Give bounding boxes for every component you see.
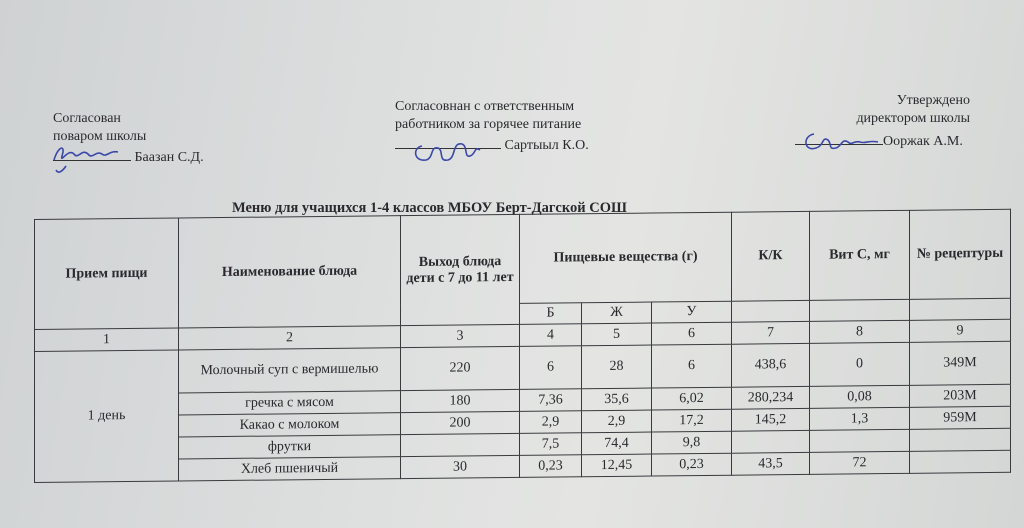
vitc-value: 0 [810,342,910,386]
empty-cell [910,298,1011,320]
protein-value: 7,5 [520,433,582,456]
col-number: 7 [732,321,810,344]
carb-value: 6,02 [652,387,732,410]
signature-cook-icon [48,138,128,178]
dish-name: фрутки [179,435,401,459]
menu-table [34,209,1011,483]
col-header-vitc: Вит С, мг [810,210,910,300]
cook-name: Баазан С.Д. [134,150,204,165]
day-label: 1 день [35,350,179,483]
recipe-value: 203М [910,384,1011,407]
vitc-value [810,429,910,452]
menu-title: Меню для учащихся 1-4 классов МБОУ Берт-Дагской СОШ [232,200,627,216]
col-number: 3 [401,324,520,347]
fat-value: 12,45 [582,454,652,477]
vitc-value: 0,08 [810,385,910,408]
director-name: Ооржак А.М. [883,134,963,149]
kcal-value [732,430,810,453]
approval-staff-line2: работником за горячее питание [395,117,582,132]
subheader-b: Б [520,303,582,325]
empty-cell [732,300,810,322]
dish-yield: 220 [401,346,520,390]
fat-value: 28 [582,345,652,389]
dish-name: Какао с молоком [179,413,401,437]
carb-value: 17,2 [652,409,732,432]
recipe-value: 349М [910,341,1011,385]
signature-staff-icon [408,128,488,168]
carb-value: 6 [652,344,732,388]
kcal-value: 280,234 [732,386,810,409]
dish-name: Молочный суп с вермишелью [179,348,401,393]
carb-value: 0,23 [652,453,732,476]
carb-value: 9,8 [652,431,732,454]
col-number: 5 [582,323,652,346]
col-header-nutrients: Пищевые вещества (г) [520,212,732,303]
dish-name: гречка с мясом [179,391,401,415]
kcal-value: 43,5 [732,452,810,475]
col-number: 8 [810,320,910,343]
dish-yield: 30 [401,455,520,478]
vitc-value: 72 [810,451,910,474]
recipe-value: 959М [910,406,1011,429]
subheader-u: У [652,301,732,323]
col-number: 6 [652,322,732,345]
protein-value: 7,36 [520,389,582,412]
table-header-row [35,209,1011,308]
dish-yield: 200 [401,411,520,434]
dish-yield: 180 [401,389,520,412]
approval-staff-line1: Согласовнан с ответственным [395,99,575,114]
fat-value: 74,4 [582,432,652,455]
approval-director-line1: Утверждено [896,93,970,108]
approval-director-block [840,92,970,128]
col-header-recipe: № рецептуры [910,209,1011,299]
subheader-zh: Ж [582,302,652,324]
col-header-meal: Прием пищи [35,218,179,330]
protein-value: 0,23 [520,455,582,478]
col-header-dish: Наименование блюда [179,216,401,328]
protein-value: 2,9 [520,411,582,434]
fat-value: 2,9 [582,410,652,433]
vitc-value: 1,3 [810,407,910,430]
col-header-kcal: К/К [732,211,810,301]
signature-director-icon [798,124,888,158]
fat-value: 35,6 [582,388,652,411]
dish-name: Хлеб пшеничый [179,457,401,481]
approval-director-line2: директором школы [856,111,970,126]
empty-cell [810,299,910,321]
protein-value: 6 [520,346,582,390]
col-number: 4 [520,324,582,347]
approval-cook-line1: Согласован [53,111,121,126]
kcal-value: 438,6 [732,343,810,387]
recipe-value [910,450,1011,473]
dish-yield [401,433,520,456]
recipe-value [910,428,1011,451]
approval-cook-line2: поваром школы [53,129,147,144]
col-number: 1 [35,328,179,352]
col-number: 2 [179,326,401,350]
col-number: 9 [910,319,1011,342]
col-header-yield: Выход блюда дети с 7 до 11 лет [401,214,520,325]
staff-name: Сартыыл К.О. [504,138,589,153]
kcal-value: 145,2 [732,408,810,431]
